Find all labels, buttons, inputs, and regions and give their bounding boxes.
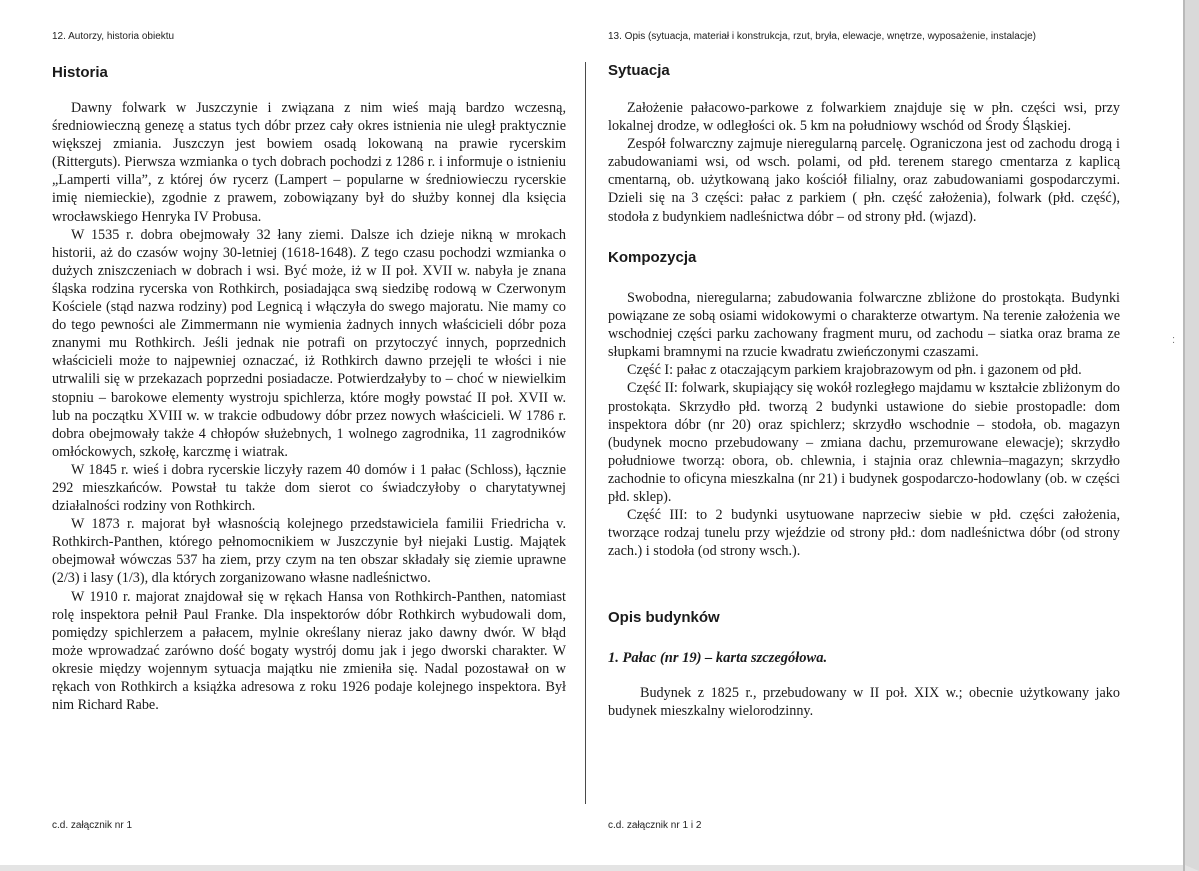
historia-paragraph-4: W 1873 r. majorat był własnością kolejnego przedstawiciela familii Friedricha v. Rothkirch-Panthen, którego pełnomocnikiem w Juszczynie był niejaki Lustig. Majątek obejmował wówczas 537 ha ziem, przy czym na ten obszar składały się ziemie uprawne (2/3) i lasy (1/3), dla których zorganizowano własne nadleśnictwo. — [52, 516, 566, 587]
opis-budynkow-heading: Opis budynków — [608, 609, 720, 626]
left-section-header: 12. Autorzy, historia obiektu — [52, 31, 175, 42]
palac-body — [608, 684, 1120, 720]
kompozycja-paragraph-1: Swobodna, nieregularna; zabudowania folwarczne zbliżone do prostokąta. Budynki powiązane ze sobą osiami widokowymi o charakterze otwartym. Na terenie założenia we wschodniej części parku zachowany fragment muru, od zachodu – siatka oraz brama ze słupkami bramnymi na rzucie kwadratu zwieńczonymi czaszami. — [608, 290, 1120, 361]
palac-subheading: 1. Pałac (nr 19) – karta szczegółowa. — [608, 650, 828, 666]
sytuacja-heading: Sytuacja — [608, 62, 670, 79]
sytuacja-paragraph-2: Zespół folwarczny zajmuje nieregularną parcelę. Ograniczona jest od zachodu drogą i zabudowaniami wsi, od wsch. polami, od płd. terenem starego cmentarza z kaplicą cmentarną, ob. użytkowaną jako kościół filialny, oraz zabudowaniami gospodarczymi. Dzieli się na 3 części: pałac z parkiem ( płn. część założenia), folwark (płd. część), stodoła z budynkiem nadleśnictwa dóbr – od strony płd. (wjazd). — [608, 136, 1120, 225]
historia-paragraph-3: W 1845 r. wieś i dobra rycerskie liczyły razem 40 domów i 1 pałac (Schloss), łącznie 292 mieszkańców. Powstał tu także dom sierot co świadczyłoby o charytatywnej działalności rodziny von Rothkirch. — [52, 461, 566, 515]
historia-heading: Historia — [52, 64, 108, 81]
sytuacja-body — [608, 99, 1120, 226]
margin-mark: : — [1172, 334, 1176, 346]
kompozycja-paragraph-2: Część I: pałac z otaczającym parkiem krajobrazowym od płn. i gazonem od płd. — [627, 362, 1082, 379]
right-footer: c.d. załącznik nr 1 i 2 — [608, 820, 702, 831]
kompozycja-paragraph-4: Część III: to 2 budynki usytuowane naprzeciw siebie w płd. części założenia, tworzące rodzaj tunelu przy wjeździe od strony płd.: dom nadleśnictwa dóbr (od strony zach.) i stodoła (od strony wsch.). — [608, 507, 1120, 560]
historia-paragraph-5: W 1910 r. majorat znajdował się w rękach Hansa von Rothkirch-Panthen, natomiast rolę inspektora pełnił Paul Franke. Dla inspektorów dóbr Rothkirch wybudowali dom, pomiędzy spichlerzem a pałacem, mylnie określany nieraz jako dawny dwór. W błąd może wprowadzać zarówno dość bogaty wystrój domu jak i jego dworski charakter. W okresie między wojennym sytuacja majątku nie zmieniła się. Nadal pozostawał on w rękach von Rothkirch a książka adresowa z roku 1926 podaje kolejnego inspektora. Był nim Richard Rabe. — [52, 588, 566, 714]
page-edge — [1183, 0, 1185, 871]
kompozycja-paragraph-3: Część II: folwark, skupiający się wokół rozległego majdamu w kształcie zbliżonym do prostokąta. Skrzydło płd. tworzą 2 budynki ustawione do siebie prostopadle: dom inspektora dóbr (nr 20) oraz spichlerz; skrzydło wschodnie – stodoła, ob. magazyn (budynek mocno przebudowany – zmiana dachu, przemurowane elewacje); skrzydło południowe tworzą: obora, ob. chlewnia, i stajnia oraz chlewnia–magazyn; skrzydło zachodnie to oficyna mieszkalna (nr 21) i budynek gospodarczo-hodowlany (ob. w części płd. sklep). — [608, 380, 1120, 506]
palac-paragraph: Budynek z 1825 r., przebudowany w II poł. XIX w.; obecnie użytkowany jako budynek mieszkalny wielorodzinny. — [608, 685, 1120, 720]
historia-body — [52, 99, 566, 714]
historia-paragraph-1: Dawny folwark w Juszczynie i związana z nim wieś mają bardzo wczesną, średniowieczną genezę a status tych dóbr przez cały okres istnienia nie uległ praktycznie większej zmiania. Juszczyn jest bowiem osadą lokowaną na prawie rycerskim (Ritterguts). Pierwsza wzmianka o tych dobrach pochodzi z 1286 r. i informuje o istnieniu „Lamperti villa”, z której ów rycerz (Lampert – popularne w średniowieczu rycerskie imię niemieckie), zgodnie z prawem, zobowiązany był do służby konnej dla księcia wrocławskiego Henryka IV Probusa. — [52, 100, 566, 225]
kompozycja-heading: Kompozycja — [608, 249, 697, 266]
left-footer: c.d. załącznik nr 1 — [52, 820, 133, 831]
sytuacja-paragraph-1: Założenie pałacowo-parkowe z folwarkiem znajduje się w płn. części wsi, przy lokalnej drodze, w odległości ok. 5 km na południowy wschód od Środy Śląskiej. — [608, 100, 1120, 135]
kompozycja-body — [608, 289, 1120, 560]
right-section-header: 13. Opis (sytuacja, materiał i konstrukcja, rzut, bryła, elewacje, wnętrze, wyposażenie, instalacje) — [608, 31, 1036, 42]
column-divider — [585, 62, 586, 804]
historia-paragraph-2: W 1535 r. dobra obejmowały 32 łany ziemi. Dalsze ich dzieje nikną w mrokach historii, aż do czasów wojny 30-letniej (1618-1648). Z tego czasu pochodzi wzmianka o dużych zniszczeniach w dobrach i wsi. Być może, iż w II poł. XVII w. nabyła je znana śląska rodzina rycerska von Rothkirch, posiadająca swą siedzibę rodową w Czerwonym Kościele (stąd nazwa rodziny) pod Legnicą i włączyła do swego majoratu. Nie mamy co do tego pewności ale Zimmermann nie wymienia żadnych innych właścicieli dóbr poza znanymi mu Rothkirch. Jeśli jednak nie potrafi on przytoczyć innych, poprzednich właścicieli może to najpewniej oznaczać, iż Rothkirch dawno przejęli te włości i nie utrwalili się w przekazach poprzedni posiadacze. Potwierdzałyby to – choć w niewielkim stopniu – barokowe elementy wystroju spichlerza, które mogły powstać II poł. XVII w. lub na początku XVIII w. w trakcie odbudowy dóbr przez nowych właścicieli. W 1786 r. dobra obejmowały także 4 chłopów służebnych, 1 wolnego zagrodnika, 11 zagrodników omłóckowych, szkołę, karczmę i wiatrak. — [52, 226, 566, 460]
